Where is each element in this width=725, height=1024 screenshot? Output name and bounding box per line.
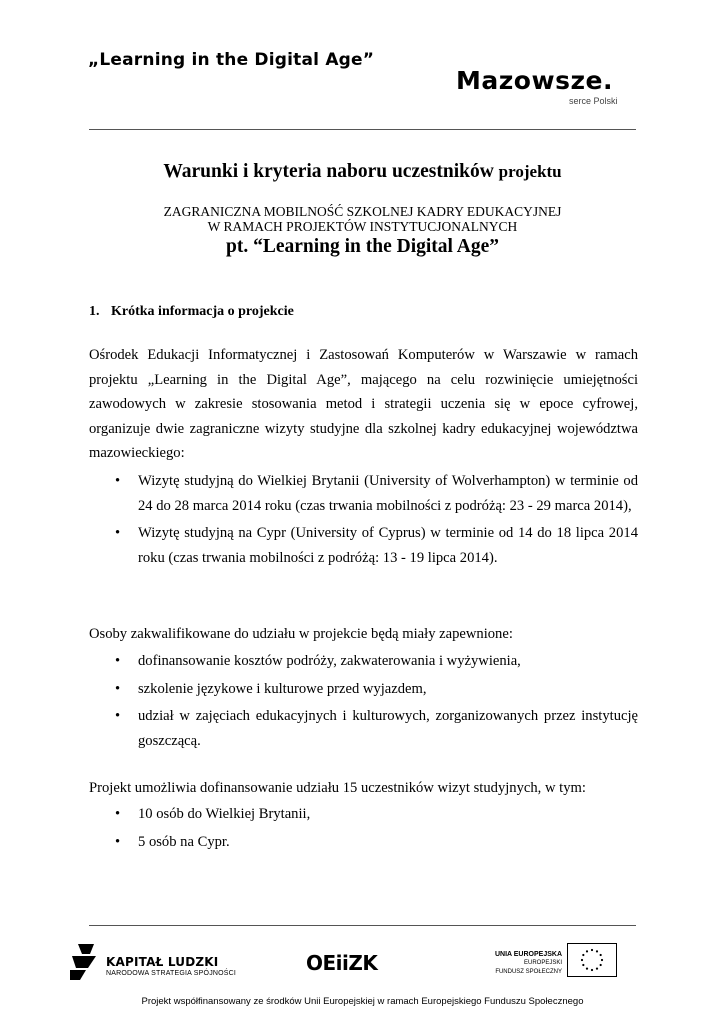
eu-star-icon [582, 954, 584, 956]
eu-caption-line-1: UNIA EUROPEJSKA [494, 951, 562, 958]
header-project-title: „Learning in the Digital Age” [88, 50, 375, 70]
bullet-icon: • [115, 833, 121, 850]
subtitle-line-2: W RAMACH PROJEKTÓW INSTYTUCJONALNYCH [207, 219, 518, 234]
footer-divider [89, 925, 636, 926]
eu-star-icon [600, 954, 602, 956]
bullet-icon: • [115, 680, 121, 697]
provided-intro: Osoby zakwalifikowane do udziału w projekcie będą miały zapewnione: [89, 626, 513, 642]
eu-star-icon [600, 964, 602, 966]
funding-text: 10 osób do Wielkiej Brytanii, [138, 806, 311, 822]
bullet-icon: • [115, 708, 121, 724]
bullet-icon: • [115, 473, 121, 489]
header-divider [89, 129, 636, 130]
provided-text: udział w zajęciach edukacyjnych i kulturowych, zorganizowanych przez instytucję goszczącą. [138, 708, 638, 749]
bullet-icon: • [115, 653, 121, 669]
eu-caption-line-3: FUNDUSZ SPOŁECZNY [495, 969, 562, 975]
subtitle-line-1: ZAGRANICZNA MOBILNOŚĆ SZKOLNEJ KADRY EDUKACYJNEJ [163, 204, 562, 219]
eu-star-icon [601, 959, 603, 961]
mazowsze-logo [456, 66, 636, 110]
document-title [0, 161, 725, 183]
list-item [112, 469, 638, 518]
provided-text: szkolenie językowe i kulturowe przed wyjazdem, [138, 680, 427, 697]
eu-star-icon [581, 959, 583, 961]
eu-caption [490, 950, 562, 977]
visit-text: Wizytę studyjną do Wielkiej Brytanii (University of Wolverhampton) w terminie od 24 do 28 marca 2014 roku (czas trwania mobilności z podróżą: 23 - 29 marca 2014), [138, 473, 638, 514]
eu-star-icon [596, 950, 598, 952]
funding-text: 5 osób na Cypr. [138, 833, 230, 850]
eu-star-icon [596, 968, 598, 970]
project-name-heading: pt. “Learning in the Digital Age” [225, 236, 499, 257]
eu-caption-line-2: EUROPEJSKI [523, 960, 562, 966]
mazowsze-logo-tagline: serce Polski [569, 96, 618, 106]
funding-intro: Projekt umożliwia dofinansowanie udziału 15 uczestników wizyt studyjnych, w tym: [89, 780, 586, 796]
kapital-ludzki-title: KAPITAŁ LUDZKI [106, 955, 219, 969]
eu-star-icon [591, 969, 593, 971]
provided-list [112, 649, 638, 756]
intro-paragraph: Ośrodek Edukacji Informatycznej i Zastosowań Komputerów w Warszawie w ramach projektu „Learning in the Digital Age”, mającego na celu rozwinięcie umiejętności zawodowych w zakresie stosowania metod i strategii uczenia się w epoce cyfrowej, organizuje dwie zagraniczne wizyty studyjne dla szkolnej kadry edukacyjnej województwa mazowieckiego: [89, 347, 638, 461]
list-item [112, 830, 638, 855]
kapital-ludzki-logo-icon [68, 942, 98, 982]
list-item [112, 802, 638, 827]
eu-star-icon [586, 950, 588, 952]
document-title-main: Warunki i kryteria naboru uczestników [163, 161, 494, 182]
bullet-icon: • [115, 806, 121, 822]
list-item [112, 677, 638, 702]
visits-list [112, 469, 638, 573]
eu-star-icon [586, 968, 588, 970]
document-title-tail: projektu [498, 162, 562, 181]
list-item [112, 521, 638, 570]
list-item [112, 704, 638, 753]
section-number: 1. [89, 304, 100, 319]
bullet-icon: • [115, 525, 121, 541]
section-heading [89, 304, 294, 320]
eu-star-icon [582, 964, 584, 966]
eu-flag-icon [567, 943, 617, 977]
funding-note: Projekt współfinansowany ze środków Unii Europejskiej w ramach Europejskiego Funduszu Społecznego [141, 996, 584, 1007]
eu-star-icon [591, 949, 593, 951]
list-item [112, 649, 638, 674]
mazowsze-logo-word: Mazowsze. [456, 66, 613, 95]
oeiizk-logo: OEiiZK [306, 951, 378, 975]
section-title: Krótka informacja o projekcie [111, 304, 294, 319]
visit-text: Wizytę studyjną na Cypr (University of Cyprus) w terminie od 14 do 18 lipca 2014 roku (czas trwania mobilności z podróżą: 13 - 19 lipca 2014). [138, 525, 638, 566]
kapital-ludzki-subtitle: NARODOWA STRATEGIA SPÓJNOŚCI [106, 970, 237, 977]
funding-list [112, 802, 638, 857]
provided-text: dofinansowanie kosztów podróży, zakwaterowania i wyżywienia, [138, 653, 521, 669]
